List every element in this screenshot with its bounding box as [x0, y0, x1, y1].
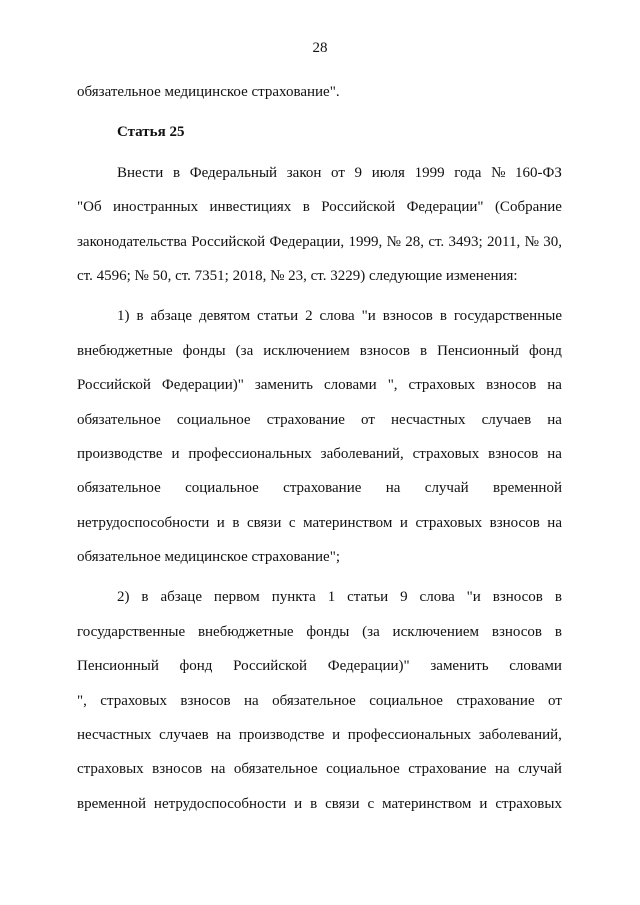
word: случаев [159, 727, 209, 744]
word: Федерации)" [161, 377, 244, 394]
word: фонды [306, 623, 350, 640]
word: (за [362, 623, 380, 640]
word: года [454, 164, 482, 181]
word: временной [77, 795, 146, 812]
word: статьи [347, 589, 389, 606]
word: профессиональных [188, 445, 312, 462]
text-line [77, 259, 562, 293]
text-line [77, 403, 562, 437]
word: обязательное [272, 692, 356, 709]
word: на [547, 411, 562, 428]
word: в [232, 514, 240, 531]
word: словами [509, 658, 562, 675]
word: взносов [152, 761, 203, 778]
word: фонд [529, 342, 562, 359]
word: взносов [486, 377, 537, 394]
word: производстве [77, 445, 163, 462]
word: страхование [266, 411, 345, 428]
word: на [547, 514, 562, 531]
paragraph [77, 299, 562, 574]
word: июля [371, 164, 405, 181]
word: словами [324, 377, 377, 394]
word: с [288, 514, 296, 531]
word: страховых [100, 692, 167, 709]
word: фонды [182, 342, 226, 359]
word: девятом [198, 308, 251, 325]
word: на [494, 761, 510, 778]
text-line [77, 190, 562, 224]
paragraph [77, 156, 562, 294]
text-line [77, 615, 562, 649]
word: (за [235, 342, 254, 359]
word: 1 [327, 589, 336, 606]
word: в [554, 623, 562, 640]
word: временной [493, 480, 562, 497]
word: на [243, 692, 259, 709]
document-body [77, 75, 562, 821]
word: Российской [233, 658, 308, 675]
word: на [385, 480, 401, 497]
word: социальное [369, 692, 443, 709]
article-title: Статья 25 [117, 124, 185, 141]
word: Федеральный [189, 164, 278, 181]
text-line [77, 299, 562, 333]
word: внебюджетные [197, 623, 294, 640]
word: 30, [543, 233, 562, 250]
word: случай [518, 761, 562, 778]
word: от [331, 164, 345, 181]
word: связи [325, 795, 360, 812]
word: несчастных [77, 727, 152, 744]
word: заболеваний, [320, 445, 404, 462]
word: социальное [176, 411, 251, 428]
word: в [554, 589, 562, 606]
word: в [439, 308, 447, 325]
word: взносов [180, 692, 231, 709]
word: заменить [430, 658, 489, 675]
word: страховых [412, 445, 480, 462]
word: инвестициях [209, 199, 292, 216]
word: в [172, 164, 181, 181]
word: заменить [254, 377, 314, 394]
word: слова [419, 589, 455, 606]
word: на [547, 445, 562, 462]
word: фонд [179, 658, 213, 675]
text-line [77, 718, 562, 752]
word: Федерации)" [327, 658, 410, 675]
word: ст. [428, 233, 445, 250]
word: государственные [77, 623, 186, 640]
word: абзаце [150, 308, 193, 325]
text-line [77, 506, 562, 540]
word: несчастных [391, 411, 466, 428]
text-line [77, 368, 562, 402]
word: на [210, 761, 226, 778]
word: взносов [359, 342, 410, 359]
word: № [386, 233, 401, 250]
word: 160-ФЗ [515, 164, 562, 181]
word: связи [246, 514, 282, 531]
word: 3493; [448, 233, 483, 250]
intro-line-text: обязательное медицинское страхование". [77, 84, 340, 100]
word: закон [286, 164, 322, 181]
line-text: ст. 4596; № 50, ст. 7351; 2018, № 23, ст. 3229) следующие изменения: [77, 267, 518, 284]
word: Федерации" [406, 199, 484, 216]
word: взносов [489, 514, 540, 531]
word: взносов [488, 445, 539, 462]
word: "Об [77, 199, 102, 216]
text-line [77, 540, 562, 574]
word: Федерации, [269, 233, 345, 250]
word: страховых [77, 761, 144, 778]
text-line [77, 752, 562, 786]
word: в [310, 795, 318, 812]
paragraph [77, 580, 562, 821]
text-line [77, 437, 562, 471]
word: обязательное [77, 480, 161, 497]
word: 2 [305, 308, 313, 325]
word: страхование [408, 761, 487, 778]
word: социальное [326, 761, 400, 778]
word: и [332, 727, 341, 744]
word: Пенсионный [437, 342, 519, 359]
text-line [77, 684, 562, 718]
word: 1999 [414, 164, 445, 181]
word: обязательное [233, 761, 318, 778]
word: № [524, 233, 539, 250]
word: законодательства [77, 233, 187, 250]
word: иностранных [113, 199, 199, 216]
word: на [216, 727, 232, 744]
word: 28, [405, 233, 424, 250]
word: страховых [408, 377, 476, 394]
word: в [141, 589, 149, 606]
word: от [361, 411, 375, 428]
word: нетрудоспособности [77, 514, 210, 531]
word: внебюджетные [77, 342, 173, 359]
word: от [548, 692, 562, 709]
word: материнством [303, 514, 393, 531]
word: страхование [283, 480, 362, 497]
text-line [77, 156, 562, 190]
word: на [547, 377, 562, 394]
text-line [77, 334, 562, 368]
word: № [491, 164, 506, 181]
word: страховых [495, 795, 562, 812]
word: заболеваний, [478, 727, 562, 744]
word: (Собрание [494, 199, 562, 216]
word: Российской [191, 233, 266, 250]
text-line [77, 580, 562, 614]
word: ", [387, 377, 398, 394]
word: социальное [185, 480, 259, 497]
word: случаев [481, 411, 532, 428]
word: с [367, 795, 375, 812]
word: страховых [415, 514, 483, 531]
word: взносов [492, 589, 543, 606]
word: ", [77, 692, 87, 709]
word: "и [466, 589, 481, 606]
word: страхование [456, 692, 535, 709]
text-line [77, 649, 562, 683]
word: абзаце [160, 589, 202, 606]
page-number: 28 [312, 40, 328, 56]
word: и [171, 445, 180, 462]
word: 2011, [487, 233, 521, 250]
word: материнством [382, 795, 472, 812]
word: взносов [491, 623, 543, 640]
word: и [216, 514, 225, 531]
word: в [302, 199, 310, 216]
text-line [77, 471, 562, 505]
word: исключением [263, 342, 350, 359]
word: профессиональных [347, 727, 472, 744]
word: 9 [354, 164, 363, 181]
word: слова [319, 308, 355, 325]
word: в [419, 342, 428, 359]
word: и [294, 795, 303, 812]
word: пункта [271, 589, 316, 606]
word: 9 [400, 589, 408, 606]
article-paragraphs [77, 156, 562, 821]
word: производстве [238, 727, 325, 744]
word: и [479, 795, 488, 812]
word: Пенсионный [77, 658, 159, 675]
line-text: обязательное медицинское страхование"; [77, 549, 341, 566]
word: первом [213, 589, 260, 606]
word: и [399, 514, 408, 531]
text-line [77, 787, 562, 821]
text-line [77, 225, 562, 259]
word: Российской [77, 377, 151, 394]
word: статьи [257, 308, 299, 325]
word: 2) [117, 589, 130, 606]
word: нетрудоспособности [153, 795, 287, 812]
word: Внести [117, 164, 164, 181]
word: "и [361, 308, 376, 325]
word: государственные [453, 308, 562, 325]
word: 1999, [348, 233, 383, 250]
word: в [136, 308, 144, 325]
word: Российской [321, 199, 396, 216]
word: 1) [117, 308, 130, 325]
word: исключением [392, 623, 480, 640]
intro-line [77, 75, 562, 109]
word: обязательное [77, 411, 161, 428]
word: взносов [382, 308, 433, 325]
word: случай [424, 480, 469, 497]
